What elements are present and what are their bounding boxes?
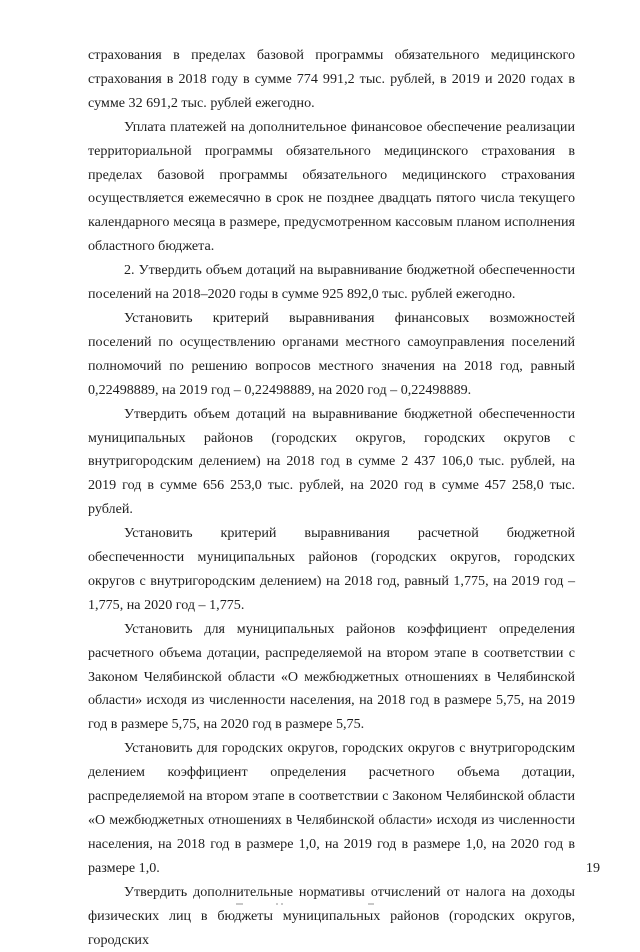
paragraph-insurance-continuation: страхования в пределах базовой программы обязательного медицинского страхования в 2018 году в сумме 774 991,2 тыс. рублей, в 2019 и 2020 годах в сумме 32 691,2 тыс. рублей ежегодно.	[88, 47, 575, 111]
paragraph-districts-subsidies: Утвердить объем дотаций на выравнивание бюджетной обеспеченности муниципальных районов (городских округов, городских округов с внутригородским делением) на 2018 год в сумме 2 437 106,0 тыс. рублей, на 2019 год в сумме 656 253,0 тыс. рублей, на 2020 год в сумме 457 258,0 тыс. рублей.	[88, 405, 575, 518]
paragraph-districts-criterion: Установить критерий выравнивания расчетной бюджетной обеспеченности муниципальных районов (городских округов, городских округов с внутригородским делением) на 2018 год, равный 1,775, на 2019 год – 1,775, на 2020 год – 1,775.	[88, 525, 575, 613]
paragraph-settlements-criterion: Установить критерий выравнивания финансовых возможностей поселений по осуществлению органами местного самоуправления поселений полномочий по решению вопросов местного значения на 2018 год, равный 0,22498889, на 2019 год – 0,22498889, на 2020 год – 0,22498889.	[88, 309, 575, 398]
paragraph-additional-tax-norms: Утвердить дополнительные нормативы отчислений от налога на доходы физических лиц в бюджеты муниципальных районов (городских округов, городских	[88, 883, 575, 948]
paragraph-districts-coefficient: Установить для муниципальных районов коэффициент определения расчетного объема дотации, распределяемой на втором этапе в соответствии с Законом Челябинской области «О межбюджетных отношениях в Челябинской области» исходя из численности населения, на 2018 год в размере 5,75, на 2019 год в размере 5,75, на 2020 год в размере 5,75.	[88, 620, 575, 733]
paragraph-item-2-settlements-subsidies: 2. Утвердить объем дотаций на выравнивание бюджетной обеспеченности поселений на 2018–2020 годы в сумме 925 892,0 тыс. рублей ежегодно.	[88, 262, 575, 303]
scan-artifact-speck	[276, 903, 278, 905]
scan-artifact-speck	[281, 903, 283, 905]
page-number: 19	[585, 860, 600, 876]
scan-artifact-speck	[368, 903, 374, 905]
paragraph-urban-okrugs-coefficient: Установить для городских округов, городских округов с внутригородским делением коэффициент определения расчетного объема дотации, распределяемой на втором этапе в соответствии с Законом Челябинской области «О межбюджетных отношениях в Челябинской области» исходя из численности населения, на 2018 год в размере 1,0, на 2019 год в размере 1,0, на 2020 год в размере 1,0.	[88, 740, 575, 876]
scan-artifact-speck	[236, 903, 243, 905]
paragraph-payment-schedule: Уплата платежей на дополнительное финансовое обеспечение реализации территориальной программы обязательного медицинского страхования в пределах базовой программы обязательного медицинского страхования осуществляется ежемесячно в срок не позднее двадцать пятого числа текущего календарного месяца в размере, предусмотренном кассовым планом исполнения областного бюджета.	[88, 118, 575, 255]
page-body-text	[88, 44, 575, 952]
